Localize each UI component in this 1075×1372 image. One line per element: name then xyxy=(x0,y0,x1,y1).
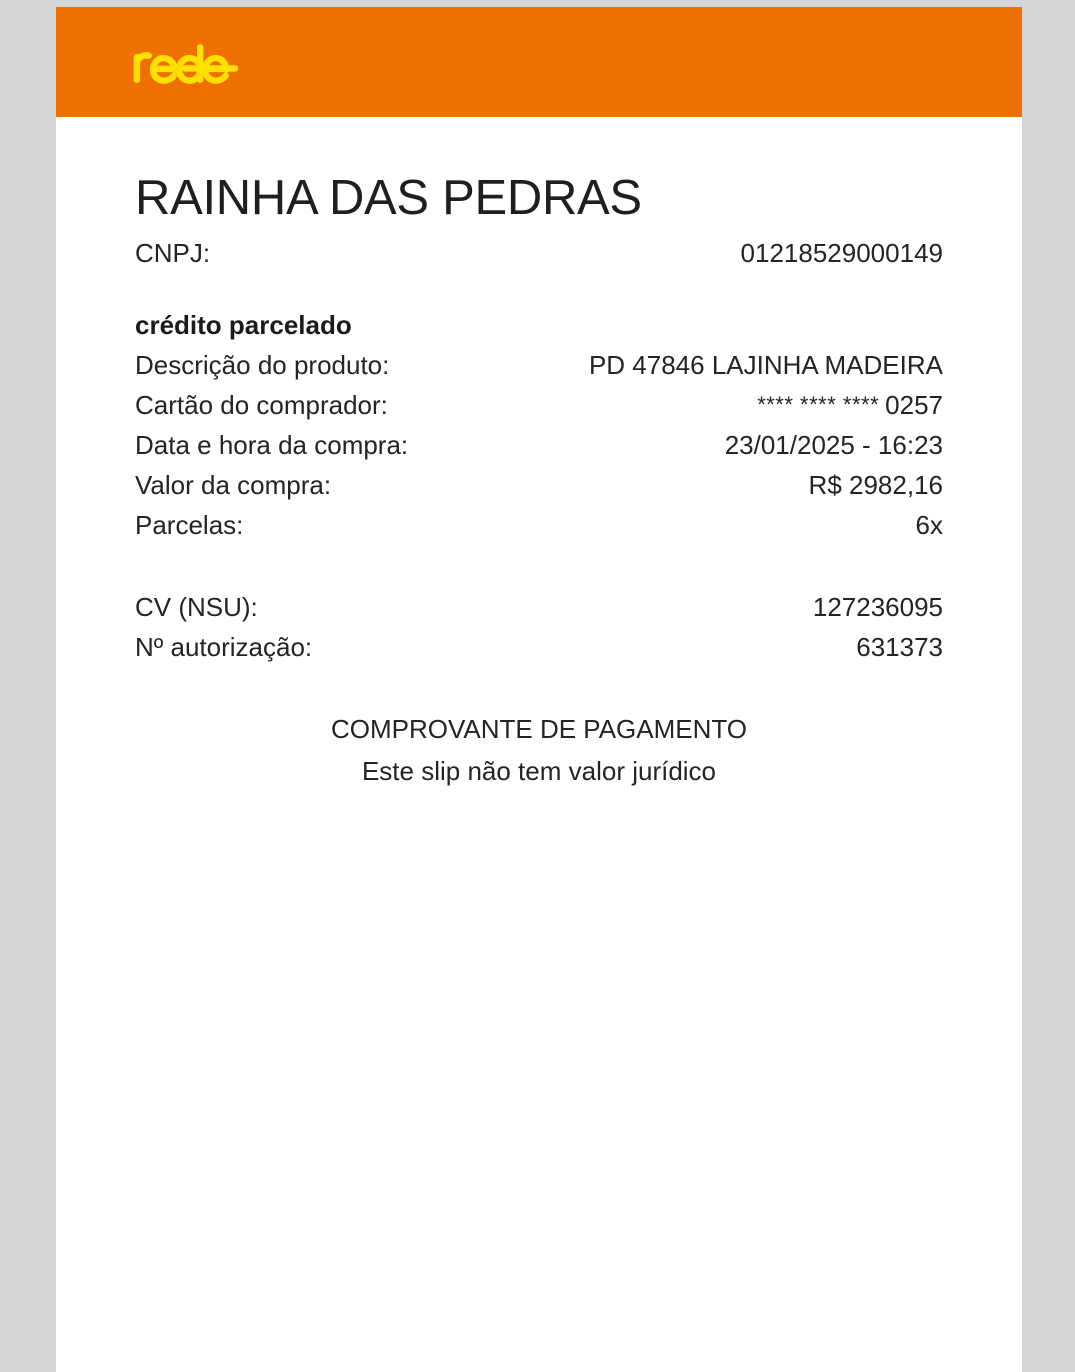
auth-row-nsu xyxy=(135,587,943,627)
detail-value xyxy=(757,385,943,425)
card-last-digits: 0257 xyxy=(885,390,943,420)
detail-row-amount xyxy=(135,465,943,505)
auth-value: 127236095 xyxy=(812,592,943,623)
auth-value: 631373 xyxy=(856,632,943,663)
detail-label: Data e hora da compra: xyxy=(135,430,409,461)
authorization-details xyxy=(135,587,943,667)
rede-logo-icon xyxy=(130,39,238,85)
cnpj-label: CNPJ: xyxy=(135,237,211,268)
cnpj-value: 01218529000149 xyxy=(740,237,943,268)
detail-value: 23/01/2025 - 16:23 xyxy=(724,430,943,461)
detail-label: Descrição do produto: xyxy=(135,349,390,380)
cnpj-row xyxy=(135,233,943,273)
receipt-footer xyxy=(135,709,943,792)
auth-label: Nº autorização: xyxy=(135,632,313,663)
footer-title: COMPROVANTE DE PAGAMENTO xyxy=(330,714,748,745)
receipt-body xyxy=(56,117,1022,792)
auth-row-authorization xyxy=(135,627,943,667)
card-mask-stars: **** **** **** xyxy=(757,392,880,417)
detail-label: Parcelas: xyxy=(135,510,244,541)
detail-row-card xyxy=(135,385,943,425)
detail-row-product xyxy=(135,345,943,385)
footer-disclaimer: Este slip não tem valor jurídico xyxy=(361,755,717,786)
detail-label: Cartão do comprador: xyxy=(135,390,388,420)
payment-method-type: crédito parcelado xyxy=(135,309,352,340)
detail-label: Valor da compra: xyxy=(135,470,332,501)
merchant-name: RAINHA DAS PEDRAS xyxy=(135,171,642,225)
auth-label: CV (NSU): xyxy=(135,592,258,623)
detail-row-datetime xyxy=(135,425,943,465)
detail-value: R$ 2982,16 xyxy=(808,470,943,501)
brand-header xyxy=(56,7,1022,117)
detail-value: PD 47846 LAJINHA MADEIRA xyxy=(588,349,943,380)
receipt-card xyxy=(56,7,1022,1372)
detail-value: 6x xyxy=(915,510,943,541)
transaction-details xyxy=(135,345,943,545)
detail-row-installments xyxy=(135,505,943,545)
